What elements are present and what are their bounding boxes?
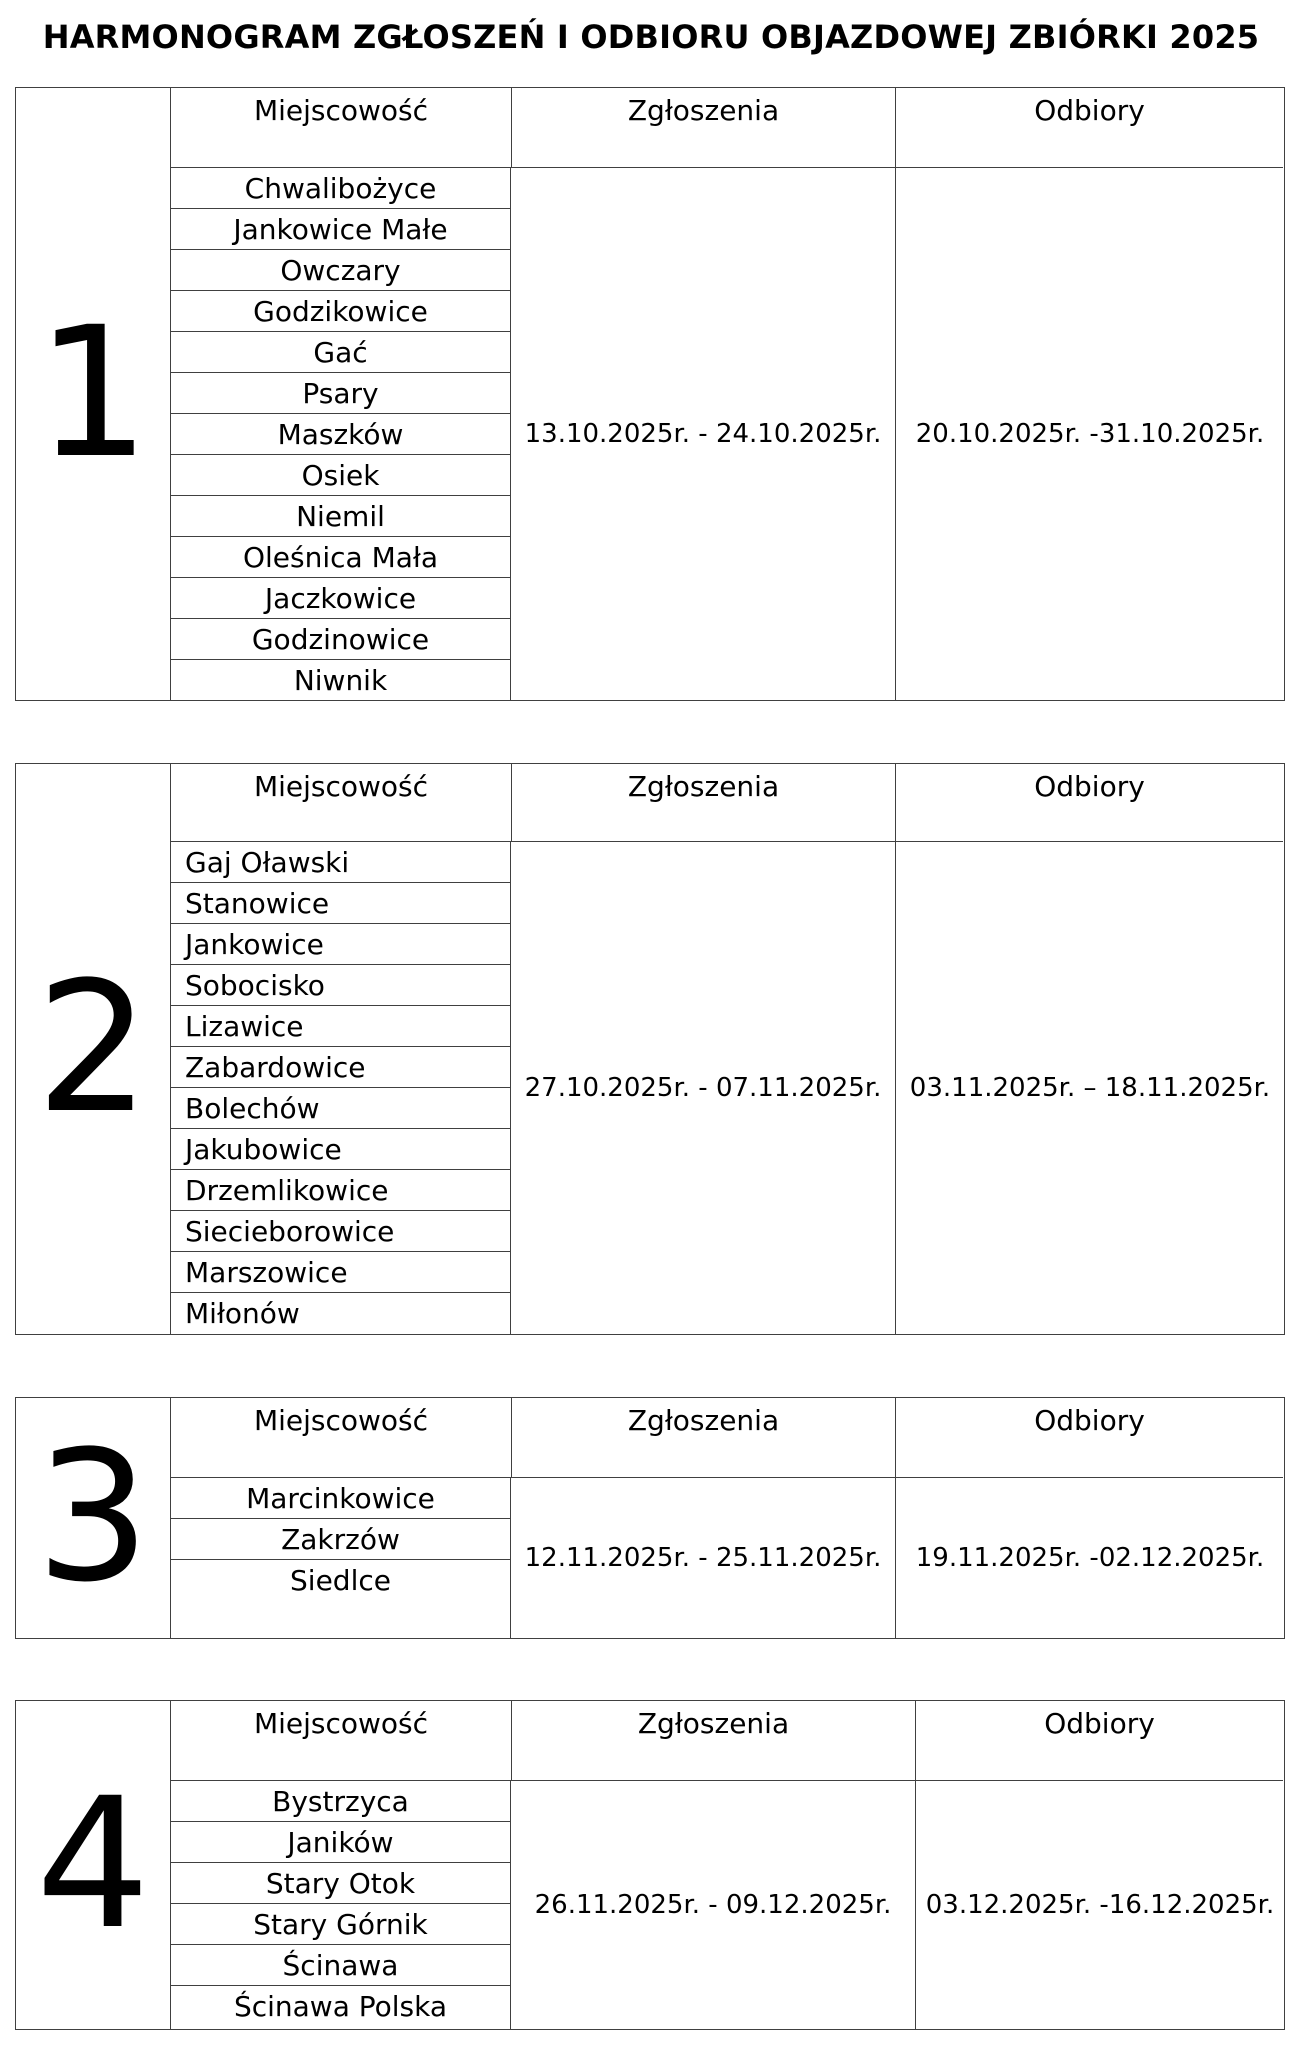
place-item: Psary bbox=[171, 373, 510, 414]
place-item: Gać bbox=[171, 332, 510, 373]
place-item: Jankowice bbox=[171, 924, 510, 965]
reports-dates: 12.11.2025r. - 25.11.2025r. bbox=[524, 1543, 882, 1573]
place-item: Niemil bbox=[171, 496, 510, 537]
header-place: Miejscowość bbox=[171, 1398, 511, 1478]
place-item: Oleśnica Mała bbox=[171, 537, 510, 578]
reports-dates: 27.10.2025r. - 07.11.2025r. bbox=[524, 1073, 882, 1103]
place-item: Zabardowice bbox=[171, 1047, 510, 1088]
place-item: Lizawice bbox=[171, 1006, 510, 1047]
header-pickups: Odbiory bbox=[895, 1398, 1283, 1478]
header-place: Miejscowość bbox=[171, 1701, 511, 1781]
place-item: Miłonów bbox=[185, 1297, 300, 1330]
place-item: Maszków bbox=[171, 414, 510, 455]
place-item: Siedlce bbox=[290, 1564, 391, 1597]
place-item: Jakubowice bbox=[171, 1129, 510, 1170]
place-list bbox=[171, 842, 511, 1334]
place-item: Sobocisko bbox=[171, 965, 510, 1006]
header-pickups: Odbiory bbox=[895, 88, 1283, 168]
place-item: Godzinowice bbox=[171, 619, 510, 660]
group-number: 1 bbox=[16, 88, 171, 700]
place-item: Janików bbox=[171, 1822, 510, 1863]
pickups-dates: 20.10.2025r. -31.10.2025r. bbox=[895, 168, 1284, 700]
pickups-dates: 03.12.2025r. -16.12.2025r. bbox=[915, 1781, 1284, 2029]
reports-dates: 13.10.2025r. - 24.10.2025r. bbox=[524, 419, 882, 449]
place-item: Marszowice bbox=[171, 1252, 510, 1293]
schedule-group-3 bbox=[15, 1397, 1285, 1639]
place-list bbox=[171, 168, 511, 700]
page-title: HARMONOGRAM ZGŁOSZEŃ I ODBIORU OBJAZDOWEJ ZBIÓRKI 2025 bbox=[42, 18, 1260, 56]
header-pickups: Odbiory bbox=[915, 1701, 1283, 1781]
group-number: 3 bbox=[16, 1398, 171, 1638]
header-reports: Zgłoszenia bbox=[511, 88, 895, 168]
group-number: 4 bbox=[16, 1701, 171, 2029]
place-item: Jaczkowice bbox=[171, 578, 510, 619]
place-item: Ścinawa Polska bbox=[233, 1990, 448, 2023]
schedule-group-1 bbox=[15, 87, 1285, 701]
header-place: Miejscowość bbox=[171, 88, 511, 168]
place-item: Zakrzów bbox=[171, 1519, 510, 1560]
header-place: Miejscowość bbox=[171, 764, 511, 842]
header-reports: Zgłoszenia bbox=[511, 764, 895, 842]
place-list bbox=[171, 1478, 511, 1638]
place-item: Niwnik bbox=[293, 664, 388, 697]
group-number: 2 bbox=[16, 764, 171, 1334]
place-item: Ścinawa bbox=[171, 1945, 510, 1986]
place-item: Owczary bbox=[171, 250, 510, 291]
place-item: Stary Otok bbox=[171, 1863, 510, 1904]
place-item: Gaj Oławski bbox=[171, 842, 510, 883]
place-item: Chwalibożyce bbox=[171, 168, 510, 209]
schedule-group-4 bbox=[15, 1700, 1285, 2030]
pickups-dates: 03.11.2025r. – 18.11.2025r. bbox=[895, 842, 1284, 1334]
header-reports: Zgłoszenia bbox=[511, 1398, 895, 1478]
place-item: Bolechów bbox=[171, 1088, 510, 1129]
header-reports: Zgłoszenia bbox=[511, 1701, 915, 1781]
place-item: Stary Górnik bbox=[171, 1904, 510, 1945]
place-item: Siecieborowice bbox=[171, 1211, 510, 1252]
header-pickups: Odbiory bbox=[895, 764, 1283, 842]
place-item: Osiek bbox=[171, 455, 510, 496]
place-list bbox=[171, 1781, 511, 2029]
place-item: Bystrzyca bbox=[171, 1781, 510, 1822]
place-item: Godzikowice bbox=[171, 291, 510, 332]
place-item: Jankowice Małe bbox=[171, 209, 510, 250]
place-item: Marcinkowice bbox=[171, 1478, 510, 1519]
pickups-dates: 19.11.2025r. -02.12.2025r. bbox=[895, 1478, 1284, 1638]
place-item: Stanowice bbox=[171, 883, 510, 924]
reports-dates: 26.11.2025r. - 09.12.2025r. bbox=[534, 1890, 892, 1920]
schedule-group-2 bbox=[15, 763, 1285, 1335]
place-item: Drzemlikowice bbox=[171, 1170, 510, 1211]
